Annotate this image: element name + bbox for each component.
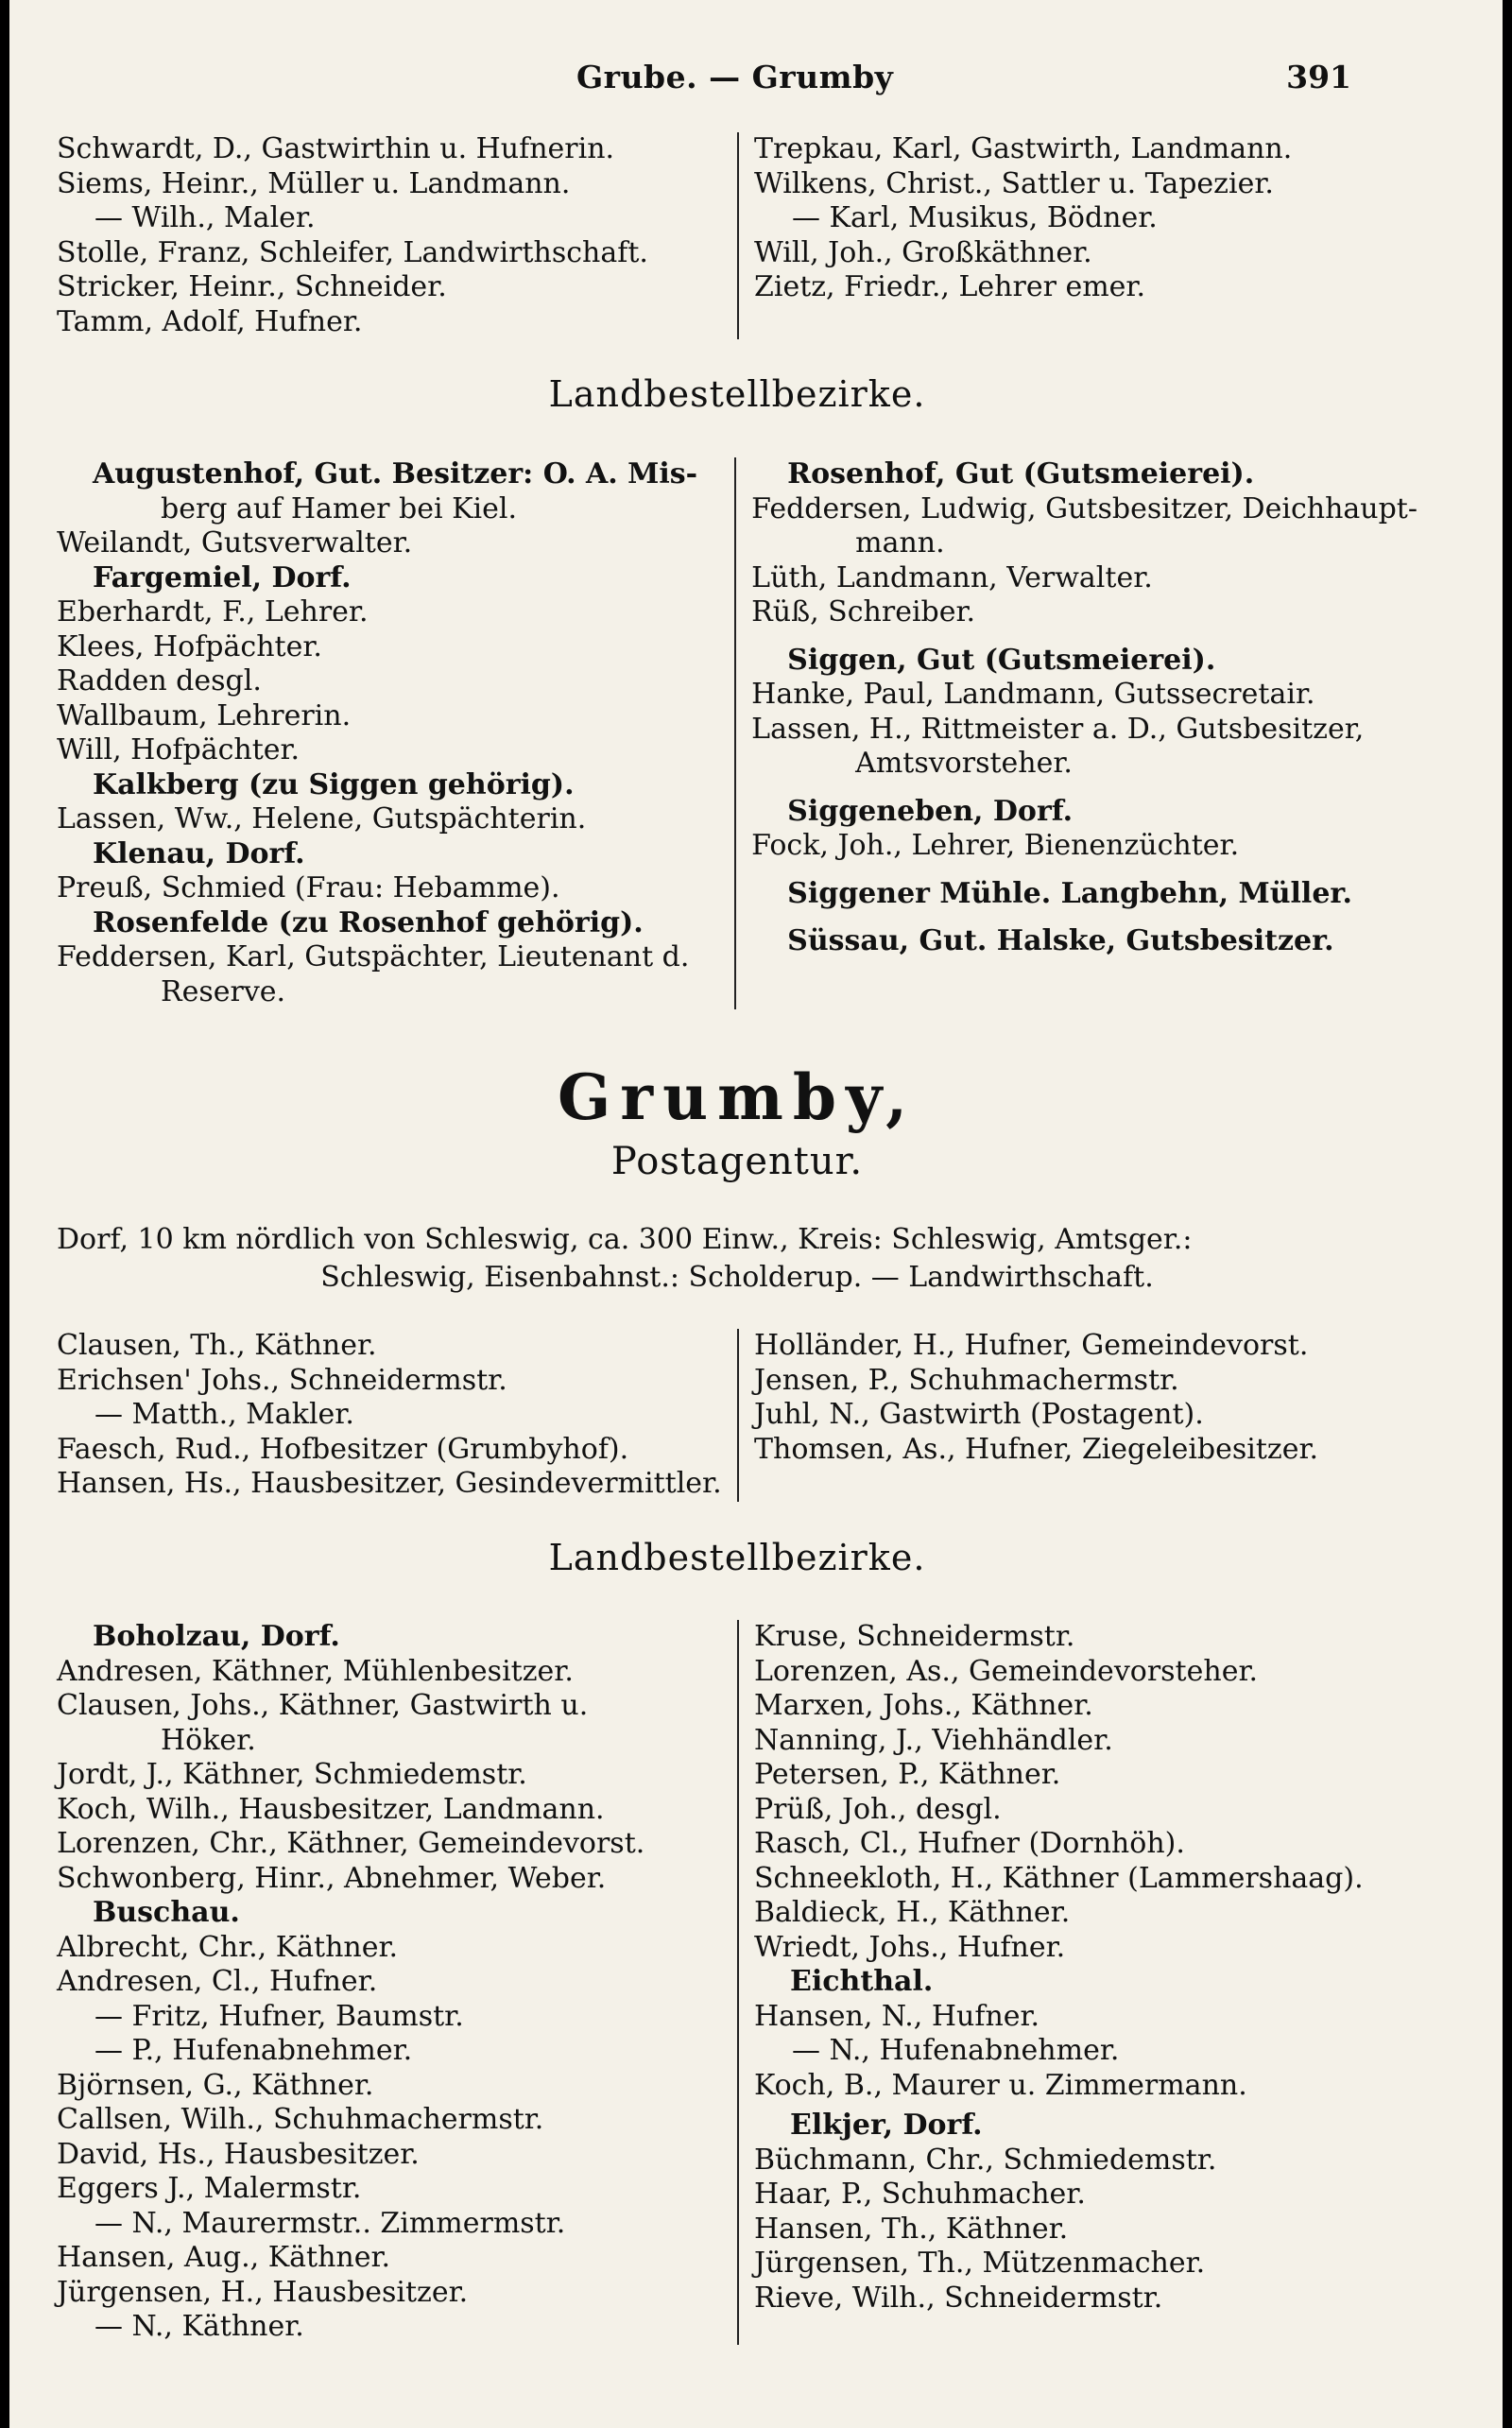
grube-residents-right-column <box>739 132 1418 339</box>
list-item: Wriedt, Johs., Hufner. <box>754 1930 1066 1964</box>
list-item: Hanke, Paul, Landmann, Gutssecretair. <box>751 678 1315 711</box>
locality-heading: Kalkberg (zu Siggen gehörig). <box>93 767 575 801</box>
list-item: Weilandt, Gutsverwalter. <box>57 526 413 560</box>
list-item: Jürgensen, Th., Mützenmacher. <box>754 2247 1206 2280</box>
locality-heading: Rosenhof, Gut (Gutsmeierei). <box>787 457 1255 491</box>
list-item: Feddersen, Karl, Gutspächter, Lieutenant d. <box>57 940 690 973</box>
list-item: Baldieck, H., Käthner. <box>754 1896 1071 1929</box>
list-item: Will, Hofpächter. <box>57 733 301 766</box>
locality-heading: Boholzau, Dorf. <box>93 1620 340 1653</box>
grumby-residents-section <box>57 1329 1418 1502</box>
grube-residents-section <box>57 132 1418 339</box>
list-item: Tamm, Adolf, Hufner. <box>57 304 363 338</box>
list-item: Lorenzen, Chr., Käthner, Gemeindevorst. <box>57 1827 645 1860</box>
locality-heading: Siggener Mühle. Langbehn, Müller. <box>787 876 1352 910</box>
locality-heading: Süssau, Gut. Halske, Gutsbesitzer. <box>787 924 1334 957</box>
grube-districts-section <box>57 457 1418 1009</box>
grumby-districts-left-column <box>57 1620 737 2345</box>
list-item: — N., Maurermstr.. Zimmermstr. <box>94 2206 566 2240</box>
list-item: — Matth., Makler. <box>94 1398 354 1431</box>
list-item: Hansen, Th., Käthner. <box>754 2212 1069 2246</box>
list-item: Holländer, H., Hufner, Gemeindevorst. <box>754 1329 1309 1362</box>
list-item: Koch, Wilh., Hausbesitzer, Landmann. <box>57 1792 605 1826</box>
list-item: — P., Hufenabnehmer. <box>94 2034 413 2067</box>
locality-heading: Rosenfelde (zu Rosenhof gehörig). <box>93 905 644 939</box>
list-item: Radden desgl. <box>57 664 262 697</box>
list-item: Jürgensen, H., Hausbesitzer. <box>57 2275 469 2309</box>
locality-heading: Augustenhof, Gut. Besitzer: O. A. Mis- <box>93 457 698 491</box>
list-item: Thomsen, As., Hufner, Ziegeleibesitzer. <box>754 1432 1319 1466</box>
list-item: Stolle, Franz, Schleifer, Landwirthschaft. <box>57 235 648 269</box>
list-item: Amtsvorsteher. <box>855 747 1073 780</box>
locality-heading: Fargemiel, Dorf. <box>93 560 352 594</box>
list-item: Kruse, Schneidermstr. <box>754 1620 1075 1653</box>
list-item: Schneekloth, H., Käthner (Lammershaag). <box>754 1861 1364 1895</box>
locality-heading: Siggen, Gut (Gutsmeierei). <box>787 643 1216 677</box>
list-item: Eggers J., Malermstr. <box>57 2172 362 2205</box>
list-item: Koch, B., Maurer u. Zimmermann. <box>754 2068 1247 2102</box>
list-item: Prüß, Joh., desgl. <box>754 1792 1002 1826</box>
list-item: Juhl, N., Gastwirth (Postagent). <box>754 1398 1204 1431</box>
list-item: Lorenzen, As., Gemeindevorsteher. <box>754 1654 1259 1688</box>
list-item: Rieve, Wilh., Schneidermstr. <box>754 2281 1163 2315</box>
list-item: — Wilh., Maler. <box>94 201 316 234</box>
list-item: Lüth, Landmann, Verwalter. <box>751 560 1153 594</box>
locality-heading: Elkjer, Dorf. <box>790 2109 983 2142</box>
list-item: Clausen, Th., Käthner. <box>57 1329 377 1362</box>
grube-residents-left-column <box>57 132 737 339</box>
list-item: Klees, Hofpächter. <box>57 629 322 663</box>
list-item: Andresen, Käthner, Mühlenbesitzer. <box>57 1654 574 1688</box>
directory-page <box>9 0 1503 2428</box>
description-line: Schleswig, Eisenbahnst.: Scholderup. — Landwirthschaft. <box>320 1261 1154 1294</box>
list-item: Feddersen, Ludwig, Gutsbesitzer, Deichhaupt- <box>751 491 1418 525</box>
section-heading: Landbestellbezirke. <box>548 1537 926 1578</box>
grumby-heading-block <box>57 1060 1418 1134</box>
grube-districts-right-column <box>736 457 1418 1009</box>
list-item: Stricker, Heinr., Schneider. <box>57 270 447 303</box>
list-item: David, Hs., Hausbesitzer. <box>57 2137 420 2171</box>
grumby-residents-right-column <box>739 1329 1418 1502</box>
list-item: Rasch, Cl., Hufner (Dornhöh). <box>754 1827 1185 1860</box>
page-number: 391 <box>1286 59 1351 95</box>
list-item: Hansen, Hs., Hausbesitzer, Gesindevermittler. <box>57 1467 722 1500</box>
list-item: Jordt, J., Käthner, Schmiedemstr. <box>57 1758 527 1791</box>
list-item: Siems, Heinr., Müller u. Landmann. <box>57 166 571 200</box>
list-item: Marxen, Johs., Käthner. <box>754 1689 1093 1722</box>
list-item: Callsen, Wilh., Schuhmachermstr. <box>57 2103 544 2136</box>
locality-heading: Eichthal. <box>790 1965 934 1998</box>
list-item: Wallbaum, Lehrerin. <box>57 698 352 732</box>
list-item: — Fritz, Hufner, Baumstr. <box>94 1999 464 2033</box>
grumby-subheading-block <box>57 1140 1418 1183</box>
list-item: Clausen, Johs., Käthner, Gastwirth u. <box>57 1689 589 1722</box>
list-item: — Karl, Musikus, Bödner. <box>792 201 1158 234</box>
list-item: Trepkau, Karl, Gastwirth, Landmann. <box>754 132 1293 165</box>
list-item: Petersen, P., Käthner. <box>754 1758 1061 1791</box>
list-item: berg auf Hamer bei Kiel. <box>161 491 517 525</box>
list-item: Büchmann, Chr., Schmiedemstr. <box>754 2143 1217 2177</box>
locality-heading: Siggeneben, Dorf. <box>787 794 1074 828</box>
place-heading: Grumby, <box>557 1060 918 1134</box>
grumby-districts-section <box>57 1620 1418 2345</box>
list-item: Nanning, J., Viehhändler. <box>754 1723 1113 1757</box>
place-subheading: Postagentur. <box>610 1140 864 1183</box>
list-item: mann. <box>855 526 945 560</box>
description-line: Dorf, 10 km nördlich von Schleswig, ca. 300 Einw., Kreis: Schleswig, Amtsger.: <box>57 1223 1193 1256</box>
list-item: Reserve. <box>161 974 286 1008</box>
grube-districts-left-column <box>57 457 734 1009</box>
list-item: Rüß, Schreiber. <box>751 595 976 629</box>
grube-district-heading-block <box>57 373 1418 415</box>
section-heading: Landbestellbezirke. <box>548 373 926 415</box>
list-item: Wilkens, Christ., Sattler u. Tapezier. <box>754 166 1274 200</box>
grumby-districts-right-column <box>739 1620 1418 2345</box>
grumby-residents-left-column <box>57 1329 737 1502</box>
list-item: Schwardt, D., Gastwirthin u. Hufnerin. <box>57 132 615 165</box>
list-item: Hansen, Aug., Käthner. <box>57 2241 391 2274</box>
list-item: Lassen, Ww., Helene, Gutspächterin. <box>57 802 587 835</box>
list-item: Schwonberg, Hinr., Abnehmer, Weber. <box>57 1861 607 1895</box>
list-item: Jensen, P., Schuhmachermstr. <box>754 1363 1179 1397</box>
list-item: Will, Joh., Großkäthner. <box>754 235 1092 269</box>
running-head <box>9 59 1503 106</box>
list-item: Höker. <box>161 1723 256 1757</box>
list-item: Zietz, Friedr., Lehrer emer. <box>754 270 1145 303</box>
list-item: Eberhardt, F., Lehrer. <box>57 595 369 629</box>
grumby-district-heading-block <box>57 1537 1418 1578</box>
locality-heading: Klenau, Dorf. <box>93 836 305 870</box>
list-item: Faesch, Rud., Hofbesitzer (Grumbyhof). <box>57 1432 629 1466</box>
locality-heading: Buschau. <box>93 1896 240 1929</box>
list-item: Haar, P., Schuhmacher. <box>754 2178 1086 2211</box>
list-item: Hansen, N., Hufner. <box>754 1999 1040 2033</box>
list-item: Albrecht, Chr., Käthner. <box>57 1930 399 1964</box>
list-item: Fock, Joh., Lehrer, Bienenzüchter. <box>751 829 1240 862</box>
list-item: — N., Käthner. <box>94 2310 304 2343</box>
running-title: Grube. — Grumby <box>576 59 894 95</box>
list-item: Preuß, Schmied (Frau: Hebamme). <box>57 871 560 904</box>
list-item: Björnsen, G., Käthner. <box>57 2068 374 2102</box>
list-item: Andresen, Cl., Hufner. <box>57 1965 378 1998</box>
list-item: Erichsen' Johs., Schneidermstr. <box>57 1363 507 1397</box>
list-item: Lassen, H., Rittmeister a. D., Gutsbesitzer, <box>751 712 1365 746</box>
grumby-description <box>57 1221 1418 1297</box>
list-item: — N., Hufenabnehmer. <box>792 2034 1120 2067</box>
